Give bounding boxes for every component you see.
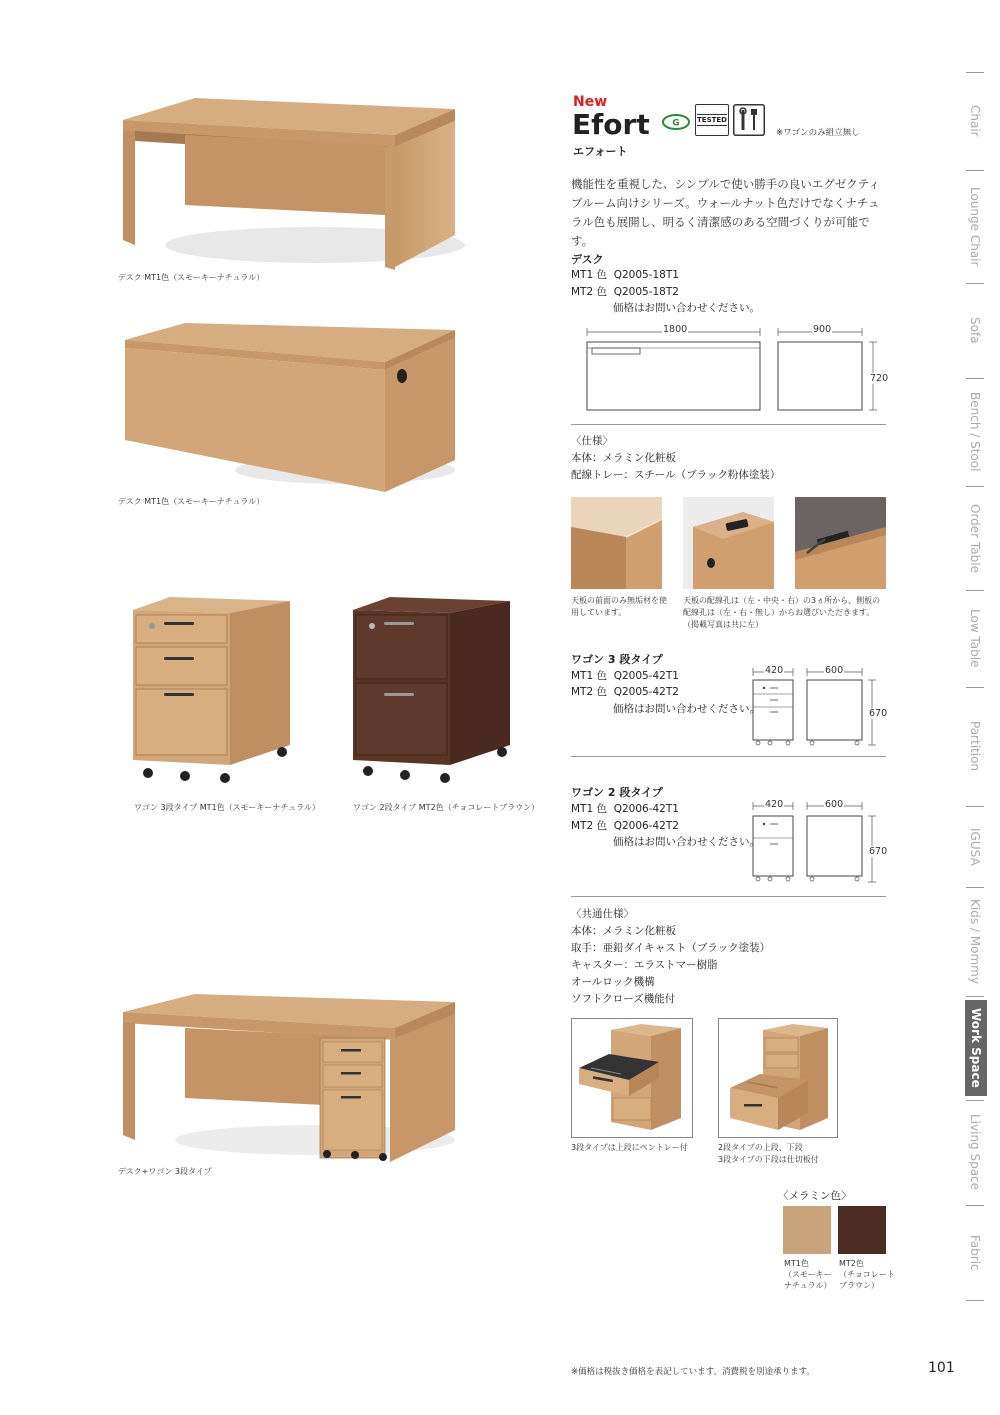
divider [571, 896, 886, 897]
tab-divider [966, 486, 984, 487]
wagon3-mt2-row [571, 684, 679, 699]
tab-divider [966, 1205, 984, 1206]
product-description: 機能性を重視した、シンプルで使い勝手の良いエグゼクティブルーム向けシリーズ。ウォールナット色だけでなくナチュラル色も展開し、明るく清潔感のある空間づくりが可能です。 [571, 177, 880, 248]
wagon2-height-label: 670 [869, 846, 888, 857]
tab-living-space[interactable]: Living Space [968, 1114, 982, 1191]
tab-divider [966, 378, 984, 379]
wagon3-mt2-code: Q2005-42T2 [613, 686, 679, 698]
wagon3-dimension-drawing [752, 664, 882, 749]
wagon-caption-2: 2段タイプの上段、下段 [718, 1143, 803, 1152]
tab-divider [966, 887, 984, 888]
melamine-heading: 〈メラミン色〉 [778, 1190, 852, 1202]
tab-chair[interactable]: Chair [968, 105, 982, 137]
desk-mt2-row [571, 284, 679, 299]
detail-photo-tray [795, 497, 886, 589]
common-line5: ソフトクローズ機能付 [571, 993, 676, 1005]
tab-lounge-chair[interactable]: Lounge Chair [968, 186, 982, 267]
product-title-kana: エフォート [573, 145, 628, 158]
desk-wagon-caption: デスク+ワゴン 3段タイプ [118, 1167, 212, 1176]
desk-mt1-code: Q2005-18T1 [613, 269, 679, 281]
tab-order-table[interactable]: Order Table [968, 503, 982, 573]
melamine-mt2-sub1: （チョコレート [839, 1270, 895, 1279]
wagon-assembly-note: ※ワゴンのみ組立無し [776, 128, 860, 138]
wagon3-mt2-label: MT2 色 [571, 686, 607, 698]
wagon2-mt2-row [571, 818, 679, 833]
melamine-mt1-name: MT1色 [784, 1259, 809, 1268]
tested-label: TESTED [697, 116, 727, 124]
wagon2-mt2-code: Q2006-42T2 [613, 820, 679, 832]
wagon3-mt1-label: MT1 色 [571, 670, 607, 682]
desk-heading: デスク [571, 253, 604, 266]
product-title: Efort [572, 108, 650, 141]
wagon2-heading: ワゴン 2 段タイプ [571, 786, 663, 799]
melamine-caption-mt1 [784, 1258, 832, 1291]
tab-divider [966, 687, 984, 688]
tab-divider [966, 806, 984, 807]
melamine-mt2-sub2: ブラウン） [839, 1281, 879, 1290]
common-line2: 取手：亜鉛ダイキャスト（ブラック塗装） [571, 942, 771, 954]
desk-mt1-row [571, 267, 679, 282]
wagon3-photo [130, 595, 295, 785]
footer-tax-note: ※価格は税抜き価格を表記しています。消費税を別途承ります。 [571, 1367, 815, 1377]
divider [571, 424, 886, 425]
wagon2-mt1-code: Q2006-42T1 [613, 803, 679, 815]
wagon-caption-3: 3段タイプの下段は仕切板付 [718, 1155, 819, 1164]
desk-front-caption: デスク MT1色（スモーキーナチュラル） [118, 273, 265, 282]
melamine-swatch-mt2 [838, 1206, 886, 1254]
page-number: 101 [928, 1360, 955, 1376]
melamine-swatch-mt1 [783, 1206, 831, 1254]
wagon3-mt1-row [571, 668, 679, 683]
desk-price: 価格はお問い合わせください。 [613, 302, 760, 314]
melamine-mt1-sub2: ナチュラル） [784, 1281, 832, 1290]
desk-mt2-code: Q2005-18T2 [613, 286, 679, 298]
tab-divider [966, 283, 984, 284]
wagon2-width-label: 420 [765, 799, 784, 810]
svg-text:G: G [672, 118, 680, 129]
wagon2-photo [350, 595, 515, 785]
detail-caption-2: 天板の配線孔は（左・中央・右）の3ヵ所から、側板の配線孔は（左・右・無し）からお選びいただきます。 [683, 596, 881, 617]
wagon2-open-photo [718, 1018, 838, 1138]
wagon3-caption: ワゴン 3段タイプ MT1色（スモーキーナチュラル） [134, 803, 320, 812]
wagon3-price: 価格はお問い合わせください。 [613, 703, 760, 715]
common-line4: オールロック機構 [571, 976, 655, 988]
tab-divider [966, 590, 984, 591]
tab-igusa[interactable]: IGUSA [968, 827, 982, 866]
wagon2-mt1-row [571, 801, 679, 816]
tab-divider [966, 1300, 984, 1301]
desk-width-label: 1800 [663, 324, 688, 335]
desk-back-photo [115, 320, 460, 495]
tab-divider [966, 72, 984, 73]
spec-heading: 〈仕様〉 [571, 435, 613, 447]
tab-bench-stool[interactable]: Bench / Stool [968, 392, 982, 472]
common-heading: 〈共通仕様〉 [571, 908, 634, 920]
wagon3-mt1-code: Q2005-42T1 [613, 670, 679, 682]
tab-fabric[interactable]: Fabric [968, 1234, 982, 1271]
tab-divider [966, 1100, 984, 1101]
divider [571, 756, 886, 757]
desk-mt1-label: MT1 色 [571, 269, 607, 281]
detail-caption-1: 天板の前面のみ無垢材を使用しています。 [571, 596, 667, 617]
detail-photo-cable-hole [683, 497, 774, 589]
wagon2-mt1-label: MT1 色 [571, 803, 607, 815]
wagon2-mt2-label: MT2 色 [571, 820, 607, 832]
wagon3-width-label: 420 [765, 665, 784, 676]
wagon3-height-label: 670 [869, 708, 888, 719]
tab-low-table[interactable]: Low Table [968, 609, 982, 668]
melamine-caption-mt2 [839, 1258, 895, 1291]
wagon3-depth-label: 600 [825, 665, 844, 676]
desk-wagon-photo [115, 990, 460, 1165]
wagon-caption-1: 3段タイプは上段にペントレー付 [571, 1143, 688, 1152]
new-label: New [573, 94, 608, 110]
desk-mt2-label: MT2 色 [571, 286, 607, 298]
tab-partition[interactable]: Partition [968, 721, 982, 772]
g-mark-icon [661, 112, 691, 132]
tab-work-space[interactable]: Work Space [965, 1000, 987, 1096]
detail-caption-3: （掲載写真は共に左） [683, 620, 763, 629]
desk-height-label: 720 [870, 373, 889, 384]
detail-photo-edge [571, 497, 662, 589]
desk-front-photo [115, 95, 460, 270]
wagon2-caption: ワゴン 2段タイプ MT2色（チョコレートブラウン） [353, 803, 540, 812]
common-line1: 本体：メラミン化粧板 [571, 925, 676, 937]
tested-icon [695, 104, 729, 136]
tab-kids-mommy[interactable]: Kids / Mommy [968, 899, 982, 984]
wagon2-price: 価格はお問い合わせください。 [613, 836, 760, 848]
wagon2-depth-label: 600 [825, 799, 844, 810]
desk-dimension-drawing [585, 322, 885, 417]
melamine-mt2-name: MT2色 [839, 1259, 864, 1268]
spec-line2: 配線トレー：スチール（ブラック粉体塗装） [571, 469, 781, 481]
common-line3: キャスター：エラストマー樹脂 [571, 959, 718, 971]
tools-icon [733, 104, 765, 136]
tab-divider [966, 170, 984, 171]
melamine-mt1-sub1: （スモーキー [784, 1270, 832, 1279]
spec-line1: 本体：メラミン化粧板 [571, 452, 676, 464]
tab-divider [966, 996, 984, 997]
wagon3-open-photo [571, 1018, 693, 1138]
tab-sofa[interactable]: Sofa [968, 317, 982, 344]
wagon3-heading: ワゴン 3 段タイプ [571, 653, 663, 666]
wagon2-dimension-drawing [752, 798, 882, 888]
desk-back-caption: デスク MT1色（スモーキーナチュラル） [118, 497, 265, 506]
desk-depth-label: 900 [813, 324, 832, 335]
